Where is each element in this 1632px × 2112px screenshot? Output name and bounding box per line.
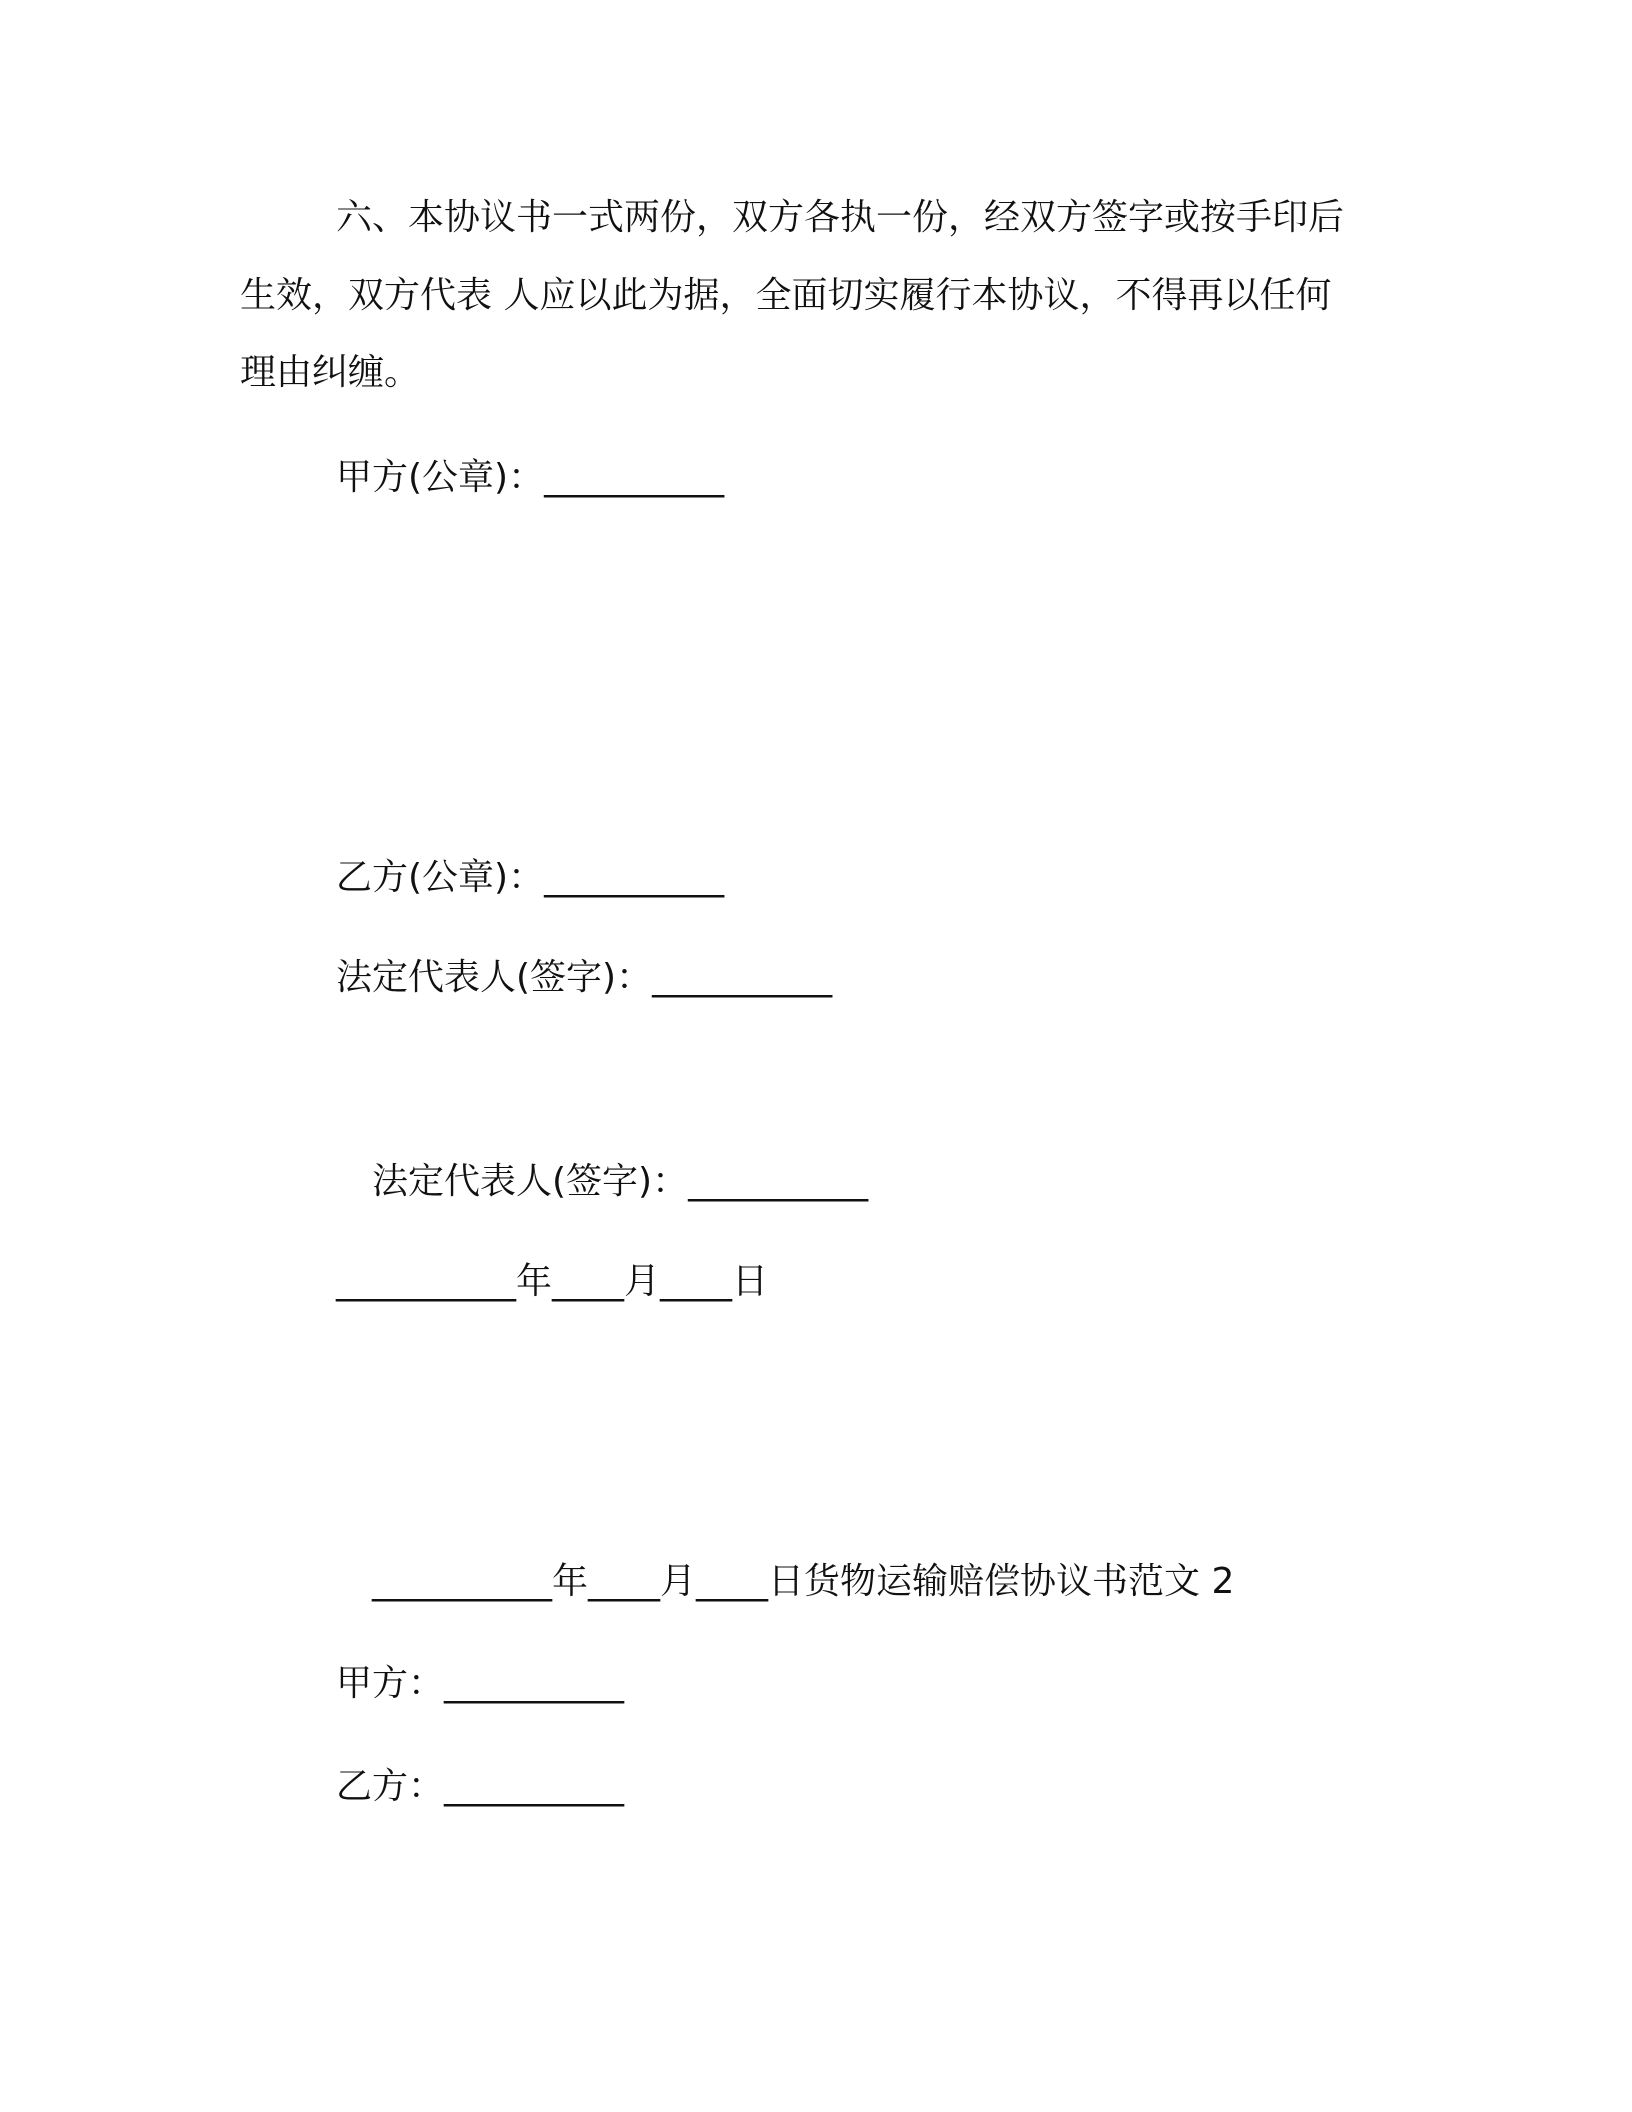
legal-representative-signature-line: 法定代表人(签字)：__________ bbox=[372, 1161, 869, 1202]
paragraph-six-line-1: 六、本协议书一式两份，双方各执一份，经双方签字或按手印后 bbox=[336, 197, 1345, 238]
paragraph-six-line-2: 生效，双方代表 人应以此为据，全面切实履行本协议，不得再以任何 bbox=[240, 275, 1332, 316]
next-party-b-line: 乙方：__________ bbox=[336, 1766, 625, 1807]
next-party-a-line: 甲方：__________ bbox=[336, 1663, 625, 1704]
party-b-seal-line: 乙方(公章)：__________ bbox=[336, 857, 725, 898]
next-agreement-title-line: __________年____月____日货物运输赔偿协议书范文 2 bbox=[372, 1561, 1235, 1602]
legal-representative-signature-line: 法定代表人(签字)：__________ bbox=[336, 957, 833, 998]
party-a-seal-line: 甲方(公章)：__________ bbox=[336, 457, 725, 498]
paragraph-six-line-3: 理由纠缠。 bbox=[240, 352, 421, 393]
signing-date-line: __________年____月____日 bbox=[336, 1261, 768, 1302]
